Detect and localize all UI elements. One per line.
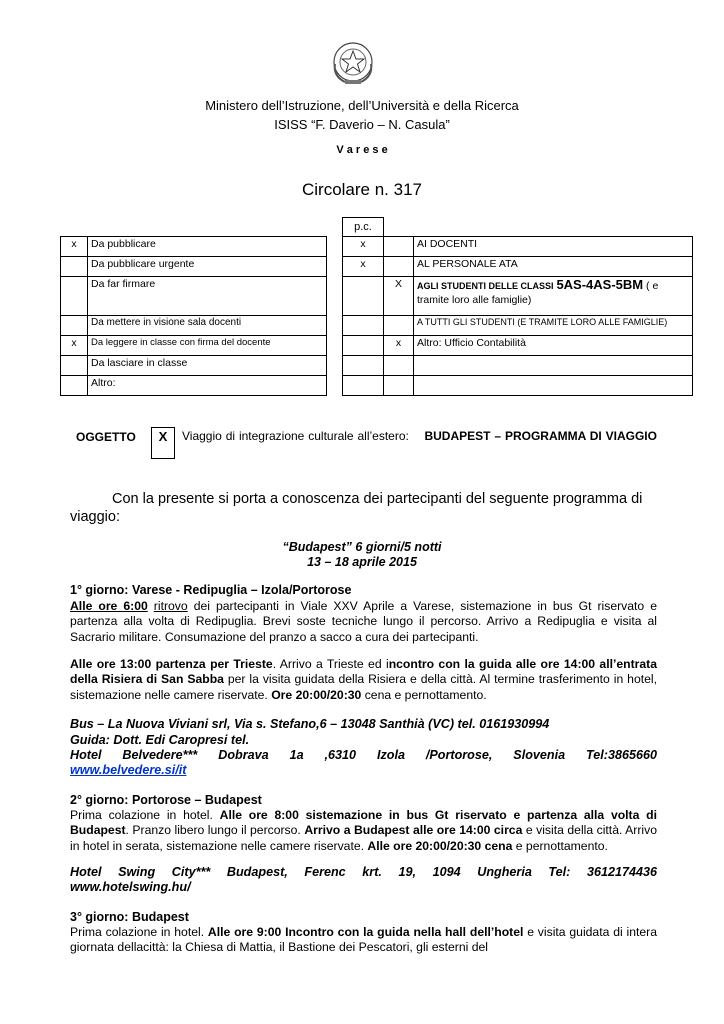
table-row <box>61 237 327 257</box>
table-row <box>343 356 693 376</box>
table-cell: Da mettere in visione sala docenti <box>88 316 327 336</box>
day1-hotel: Hotel Belvedere*** Dobrava 1a ,6310 Izola /Portorose, Slovenia Tel:3865660 <box>70 748 657 762</box>
day2-b1: Alle ore 8:00 sistemazione in bus Gt riservato e partenza alla volta di Budapest <box>70 808 657 838</box>
table-row <box>343 316 693 336</box>
check-mark: x <box>343 257 384 277</box>
table-row <box>61 336 327 356</box>
day2-t2: . Pranzo libero lungo il percorso. <box>125 823 305 838</box>
day3-b1: Alle ore 9:00 Incontro con la guida nella hall dell’hotel <box>207 925 524 939</box>
check-mark <box>384 376 414 396</box>
check-mark <box>343 277 384 316</box>
day3-title: 3° giorno: Budapest <box>70 910 189 924</box>
oggetto-bold: BUDAPEST – PROGRAMMA DI VIAGGIO <box>424 429 657 443</box>
check-mark <box>61 316 88 336</box>
day2-paragraph <box>70 808 657 854</box>
table-cell: Altro: <box>88 376 327 396</box>
check-mark <box>384 356 414 376</box>
check-mark <box>61 257 88 277</box>
day3-t2: e visita guidata di intera giornata dellacittà: la Chiesa di Mattia, il Bastione dei Pescatori, gli esterni del <box>70 925 657 955</box>
day1-bus: Bus – La Nuova Viviani srl, Via s. Stefano,6 – 13048 Santhià (VC) tel. 0161930994 <box>70 717 550 731</box>
day1-ritrovo: ritrovo <box>153 599 188 613</box>
day2-title: 2° giorno: Portorose – Budapest <box>70 793 262 807</box>
classes-label: 5AS-4AS-5BM <box>556 277 644 292</box>
day1-t2: per la visita guidata della Risiera e della città. Al termine trasferimento in hotel, sistemazione nelle camere riservate. <box>70 672 657 702</box>
table-cell: A TUTTI GLI STUDENTI (E TRAMITE LORO ALLE FAMIGLIE) <box>414 316 693 336</box>
table-cell: Da pubblicare urgente <box>88 257 327 277</box>
check-mark <box>343 336 384 356</box>
day1-t3: cena e pernottamento. <box>361 687 487 702</box>
day1-b1: Alle ore 13:00 partenza per Trieste <box>70 657 273 671</box>
check-mark <box>384 237 414 257</box>
distribution-table-right <box>342 236 693 396</box>
table-row <box>61 257 327 277</box>
day1-b3: Ore 20:00/20:30 <box>271 687 362 702</box>
day1-guide: Guida: Dott. Edi Caropresi tel. <box>70 733 250 747</box>
day1-hotel-link[interactable]: www.belvedere.si/it <box>70 763 187 777</box>
table-row <box>343 237 693 257</box>
day2-b2: Arrivo a Budapest alle ore 14:00 circa <box>304 823 523 838</box>
day1-time: Alle ore 6:00 <box>70 599 148 613</box>
trip-dates: 13 – 18 aprile 2015 <box>307 555 417 569</box>
day1-b2: ncontro con la guida alle ore 14:00 all’entrata della Risiera di San Sabba <box>70 657 657 687</box>
check-mark <box>61 356 88 376</box>
table-cell <box>414 277 693 316</box>
table-row <box>61 277 327 316</box>
oggetto-label: OGGETTO <box>76 430 136 444</box>
check-mark: x <box>61 237 88 257</box>
day2-t4: e pernottamento. <box>512 838 608 853</box>
check-mark <box>343 316 384 336</box>
distribution-table-left <box>60 236 327 396</box>
oggetto-desc: Viaggio di integrazione culturale all’estero: <box>182 429 409 443</box>
day1-paragraph-1 <box>70 599 657 645</box>
table-cell: Da leggere in classe con firma del docente <box>88 336 327 356</box>
oggetto-text <box>182 429 657 444</box>
check-mark <box>61 277 88 316</box>
republic-emblem <box>331 40 375 86</box>
table-cell: AL PERSONALE ATA <box>414 257 693 277</box>
trip-title: “Budapest” 6 giorni/5 notti <box>282 540 442 554</box>
day2-t1: Prima colazione in hotel. <box>70 808 220 822</box>
intro-paragraph: Con la presente si porta a conoscenza dei partecipanti del seguente programma di viaggio: <box>70 491 643 525</box>
table-row <box>61 356 327 376</box>
oggetto-mark: X <box>158 429 168 444</box>
table-cell <box>414 376 693 396</box>
oggetto-checkbox <box>151 427 175 459</box>
pc-label: p.c. <box>354 221 372 233</box>
day3-paragraph <box>70 925 657 956</box>
check-mark <box>343 356 384 376</box>
day1-paragraph-2 <box>70 657 657 703</box>
check-mark <box>384 257 414 277</box>
day2-hotel: Hotel Swing City*** Budapest, Ferenc krt. 19, 1094 Ungheria Tel: 3612174436 <box>70 865 657 879</box>
table-cell: Da far firmare <box>88 277 327 316</box>
table-cell <box>414 356 693 376</box>
day2-b3: Alle ore 20:00/20:30 cena <box>367 838 513 853</box>
table-cell: Altro: Ufficio Contabilità <box>414 336 693 356</box>
day3-t1: Prima colazione in hotel. <box>70 925 208 939</box>
students-label: AGLI STUDENTI DELLE CLASSI <box>417 281 554 291</box>
ministry-name: Ministero dell’Istruzione, dell’Università e della Ricerca <box>205 98 519 113</box>
check-mark: x <box>384 336 414 356</box>
table-row <box>61 376 327 396</box>
table-cell: AI DOCENTI <box>414 237 693 257</box>
pc-box <box>342 217 384 236</box>
check-mark <box>384 316 414 336</box>
check-mark <box>61 376 88 396</box>
table-row <box>343 277 693 316</box>
table-row <box>343 376 693 396</box>
table-row <box>343 336 693 356</box>
day1-title: 1° giorno: Varese - Redipuglia – Izola/Portorose <box>70 583 352 597</box>
check-mark: x <box>61 336 88 356</box>
city-name: V a r e s e <box>336 144 388 156</box>
circolare-number: Circolare n. 317 <box>301 180 422 199</box>
check-mark <box>343 376 384 396</box>
day2-web: www.hotelswing.hu/ <box>70 880 191 894</box>
day1-text: dei partecipanti in Viale XXV Aprile a Varese, sistemazione in bus Gt riservato e partenza alla volta di Redipuglia. Brevi soste tecniche lungo il percorso. Arrivo a Redipuglia e visita al Sacrario militare. Consumazione del pranzo a sacco a cura dei partecipanti. <box>70 599 658 644</box>
check-mark: x <box>343 237 384 257</box>
table-cell: Da lasciare in classe <box>88 356 327 376</box>
day2-t3: e visita della città. Arrivo in hotel in serata, sistemazione nelle camere riservate. <box>70 823 657 853</box>
table-row <box>61 316 327 336</box>
day1-t1: . Arrivo a Trieste ed i <box>272 657 389 671</box>
check-mark: X <box>384 277 414 316</box>
table-row <box>343 257 693 277</box>
table-cell: Da pubblicare <box>88 237 327 257</box>
school-name: ISISS “F. Daverio – N. Casula” <box>274 117 450 132</box>
families-note: ( e tramite loro alle famiglie) <box>417 280 659 306</box>
